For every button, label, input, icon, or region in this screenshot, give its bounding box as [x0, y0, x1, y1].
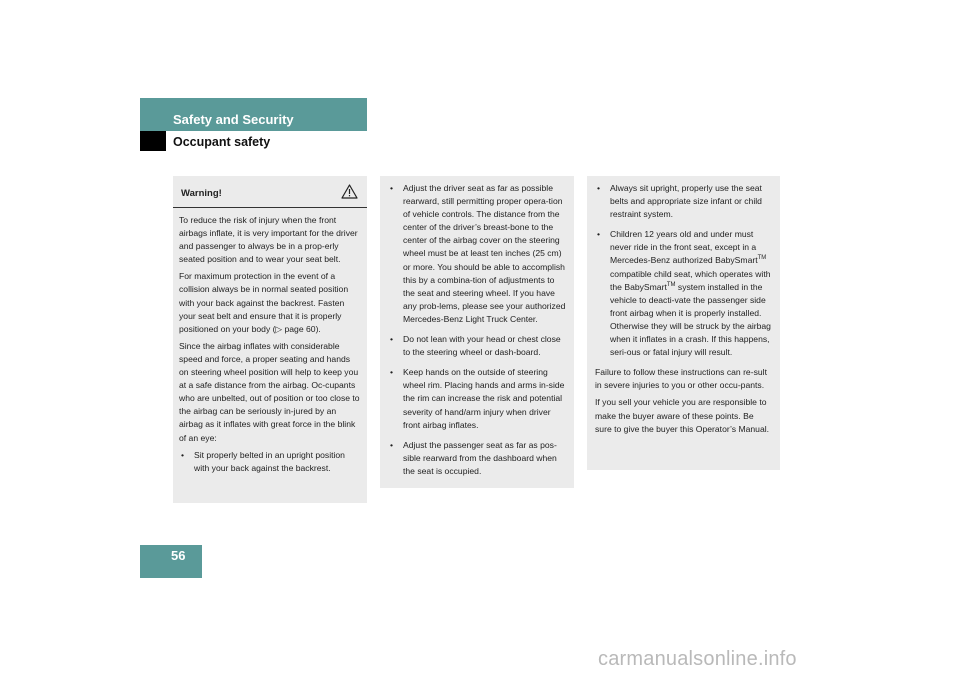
bullet-icon: • — [597, 183, 601, 193]
bullet-list — [388, 182, 566, 478]
list-item-text: Adjust the driver seat as far as possible rearward, still permitting proper opera-tion of vehicle controls. The distance from the center of the driver’s breast-bone to the center of the airbag cover on the steering wheel must be at least ten inches (25 cm) or more. You should be able to accomplish this by a combina-tion of adjustments to the seat and steering wheel. If you have any prob-lems, please see your authorized Mercedes-Benz Light Truck Center. — [403, 183, 566, 324]
bullet-icon: • — [181, 449, 185, 460]
page-number: 56 — [171, 548, 186, 563]
bullet-icon: • — [390, 439, 394, 450]
subsection-title: Occupant safety — [173, 135, 271, 149]
section-title: Safety and Security — [173, 112, 294, 127]
trademark-mark: TM — [757, 255, 767, 262]
warning-body — [173, 214, 367, 475]
body-paragraph: If you sell your vehicle you are responsible to make the buyer aware of these points. Be sure to give the buyer this Operator’s Manual. — [595, 397, 770, 434]
text-fragment: system installed in the vehicle to deacti-vate the passenger side front airbag when it is properly installed. Otherwise they will be struck by the airbag when it inflates in a crash. If this happens, seri-ous or fatal injury will result. — [610, 281, 771, 358]
bullet-icon: • — [597, 229, 601, 240]
warning-bullets — [179, 449, 361, 475]
bullet-icon: • — [390, 334, 394, 345]
list-item — [388, 366, 566, 431]
bullet-icon: • — [390, 367, 394, 378]
bullet-icon: • — [390, 183, 394, 193]
body-paragraph: Failure to follow these instructions can re-sult in severe injuries to you or other occu-pants. — [595, 367, 767, 391]
text-fragment: Children 12 years old and under must never ride in the front seat, except in a Mercedes-Benz authorized BabySmart — [610, 229, 758, 266]
list-item — [388, 439, 566, 478]
list-item — [388, 182, 566, 326]
trademark-mark: TM — [666, 281, 676, 288]
warning-continued-column-2 — [587, 176, 780, 470]
warning-paragraph: Since the airbag inflates with considerable speed and force, a proper seating and hands on steering wheel position will help to keep you at a safe distance from the airbag. Oc-cupants who are unbelted, out of position or too close to the airbag can be seriously in-jured by an airbag as it inflates with great force in the blink of an eye: — [179, 340, 360, 443]
list-item-text — [610, 229, 771, 357]
warning-paragraph: To reduce the risk of injury when the front airbags inflate, it is very important for the driver and passenger to always be in a prop-erly seated position and to wear your seat belt. — [179, 215, 358, 265]
bullet-list — [595, 182, 772, 359]
list-item — [595, 228, 772, 359]
subsection-marker — [140, 131, 166, 151]
list-item-text: Always sit upright, properly use the seat belts and appropriate size infant or child restraint system. — [610, 183, 762, 220]
list-item-text: Adjust the passenger seat as far as pos-sible rearward from the dashboard when the seat is occupied. — [403, 439, 557, 476]
list-item-text: Keep hands on the outside of steering wheel rim. Placing hands and arms in-side the rim can increase the risk and potential severity of hand/arm injury when driver front airbag inflates. — [403, 367, 565, 430]
list-item-text: Do not lean with your head or chest close to the steering wheel or dash-board. — [403, 334, 561, 358]
warning-title: Warning! — [181, 188, 222, 199]
warning-header — [173, 176, 367, 208]
watermark: carmanualsonline.info — [598, 648, 797, 670]
list-item — [179, 449, 361, 475]
list-item-text: Sit properly belted in an upright position with your back against the backrest. — [194, 449, 345, 473]
list-item — [595, 182, 772, 221]
warning-box — [173, 176, 367, 503]
warning-paragraph: For maximum protection in the event of a collision always be in normal seated position with your back against the backrest. Fasten your seat belt and ensure that it is properly positioned on your body (▷ page 60). — [179, 271, 349, 334]
list-item — [388, 333, 566, 359]
warning-triangle-icon — [341, 184, 358, 199]
text-fragment: compatible child seat, which operates with the BabySmart — [610, 268, 771, 292]
warning-continued-column — [380, 176, 574, 488]
